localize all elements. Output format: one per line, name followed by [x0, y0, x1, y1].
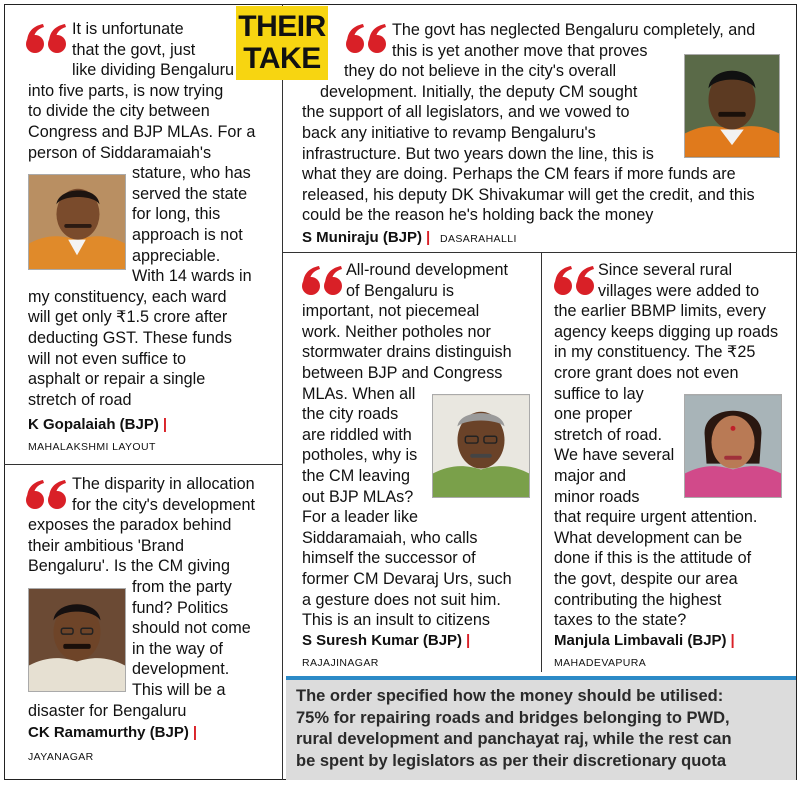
quote-line: person of Siddaramaiah's [28, 143, 212, 162]
photo-suresh-kumar [432, 394, 530, 498]
quote-line: The disparity in allocation [72, 475, 255, 493]
quote-line: All-round development [346, 261, 508, 279]
quote-line: could be the reason he's holding back the money [302, 206, 654, 225]
quote-line: they do not believe in the city's overall [344, 62, 617, 81]
quote-line: crore grant does not even [554, 363, 739, 382]
photo-muniraju [684, 54, 780, 158]
quote-line: released, his deputy DK Shivakumar will get the credit, and this [302, 185, 755, 204]
quote-line: villages were added to [598, 281, 760, 300]
quote-line: This is an insult to citizens [302, 611, 491, 630]
quote-line: development. [132, 660, 230, 679]
quote-line: into five parts, is now trying [28, 81, 224, 100]
left-section-divider [4, 464, 282, 465]
quote-line: one proper [554, 405, 633, 424]
quote-line: between BJP and Congress [302, 363, 503, 382]
quote-line: stretch of road [28, 390, 132, 409]
photo-gopalaiah [28, 174, 126, 270]
quote-line: stature, who has [132, 164, 251, 183]
constituency-label: DASARAHALLI [440, 233, 517, 245]
lower-right-divider [541, 252, 542, 672]
quote-line: agency keeps digging up roads [554, 322, 779, 341]
quote-line: deducting GST. These funds [28, 328, 232, 347]
speaker-name: Manjula Limbavali (BJP) | [554, 632, 735, 649]
quote-line: from the party [132, 577, 232, 596]
quote-line: Congress and BJP MLAs. For a [28, 122, 256, 141]
badge-line-1: THEIR [238, 10, 326, 43]
summary-line: The order specified how the money should be utilised: [296, 687, 724, 705]
quote-line: potholes, why is [302, 446, 418, 465]
speaker-name: S Muniraju (BJP) | [302, 229, 431, 246]
quote-line: out BJP MLAs? [302, 487, 414, 506]
quote-line: work. Neither potholes nor [302, 322, 491, 341]
separator-bar: | [162, 416, 168, 433]
quote-line: for the city's development [72, 495, 256, 514]
constituency-label: RAJAJINAGAR [302, 657, 379, 669]
quote-line: MLAs. When all [302, 384, 416, 403]
constituency-label: MAHADEVAPURA [554, 657, 647, 669]
speaker-name: S Suresh Kumar (BJP) | [302, 632, 471, 649]
quote-line: are riddled with [302, 425, 412, 444]
quote-line: back any initiative to revamp Bengaluru's [302, 123, 596, 142]
quote-line: This will be a [132, 680, 226, 699]
quote-line: Siddaramaiah, who calls [302, 528, 478, 547]
quote-line: what they are doing. Perhaps the CM fears if more funds are [302, 165, 736, 184]
badge-line-2: TAKE [243, 42, 321, 75]
quote-line: a gesture does not suit him. [302, 590, 501, 609]
photo-ramamurthy [28, 588, 126, 692]
quote-line: will not even suffice to [28, 349, 187, 368]
separator-bar: | [730, 632, 735, 649]
quote-line: infrastructure. But two years down the line, this is [302, 144, 654, 163]
quote-line: of Bengaluru is [346, 281, 454, 300]
quote-line: done if this is the attitude of [554, 549, 752, 568]
quote-line: appreciable. [132, 246, 221, 265]
quote-line: in the way of [132, 639, 223, 658]
quote-line: that the govt, just [72, 40, 196, 59]
separator-bar: | [426, 229, 431, 246]
separator-bar: | [192, 724, 198, 741]
quote-line: development. Initially, the deputy CM sought [320, 82, 638, 101]
quote-line: my constituency, each ward [28, 287, 227, 306]
quote-line: in my constituency. The ₹25 [554, 343, 756, 362]
summary-line: be spent by legislators as per their discretionary quota [296, 751, 727, 770]
quote-line: disaster for Bengaluru [28, 701, 187, 720]
quote-line: major and [554, 466, 626, 485]
quote-line: former CM Devaraj Urs, such [302, 569, 512, 588]
quote-line: The govt has neglected Bengaluru completely, and [392, 21, 756, 39]
quote-line: the CM leaving [302, 466, 410, 485]
quote-line: that require urgent attention. [554, 508, 758, 527]
quote-line: minor roads [554, 487, 640, 506]
column-divider [282, 4, 283, 780]
quote-line: contributing the highest [554, 590, 722, 609]
summary-line: 75% for repairing roads and bridges belonging to PWD, [296, 708, 730, 727]
quote-line: to divide the city between [28, 102, 210, 121]
separator-bar: | [466, 632, 471, 649]
quote-line: We have several [554, 446, 675, 465]
quote-line: What development can be [554, 528, 743, 547]
quote-line: their ambitious 'Brand [28, 536, 185, 555]
quote-line: the support of all legislators, and we vowed to [302, 103, 630, 122]
quote-line: for long, this [132, 205, 221, 224]
constituency-label: MAHALAKSHMI LAYOUT [28, 441, 156, 453]
quote-line: suffice to lay [554, 384, 644, 403]
speaker-name: K Gopalaiah (BJP) | [28, 416, 168, 433]
summary-line: rural development and panchayat raj, while the rest can [296, 730, 732, 748]
quote-line: For a leader like [302, 508, 419, 527]
constituency-label: JAYANAGAR [28, 751, 94, 763]
quote-line: the earlier BBMP limits, every [554, 302, 767, 321]
quote-line: approach is not [132, 225, 243, 244]
quote-line: this is yet another move that proves [392, 41, 648, 60]
right-section-divider [282, 252, 797, 253]
quote-line: stormwater drains distinguish [302, 343, 512, 362]
speaker-name: CK Ramamurthy (BJP) | [28, 724, 198, 741]
quote-line: the city roads [302, 405, 399, 424]
quote-line: With 14 wards in [132, 267, 252, 286]
quote-line: important, not piecemeal [302, 302, 480, 321]
quote-line: Since several rural [598, 261, 733, 279]
quote-line: like dividing Bengaluru [72, 61, 234, 80]
quote-line: It is unfortunate [72, 20, 184, 38]
quote-line: stretch of road. [554, 425, 662, 444]
quote-line: asphalt or repair a single [28, 370, 206, 389]
quote-line: served the state [132, 184, 248, 203]
quote-line: should not come [132, 619, 251, 638]
quote-line: exposes the paradox behind [28, 516, 232, 535]
photo-manjula-limbavali [684, 394, 782, 498]
quote-line: the govt, despite our area [554, 569, 738, 588]
quote-line: Bengaluru'. Is the CM giving [28, 557, 230, 576]
quote-line: taxes to the state? [554, 611, 687, 630]
quote-line: fund? Politics [132, 598, 229, 617]
quote-line: will get only ₹1.5 crore after [28, 308, 228, 327]
summary-box [286, 676, 796, 780]
quote-line: himself the successor of [302, 549, 476, 568]
